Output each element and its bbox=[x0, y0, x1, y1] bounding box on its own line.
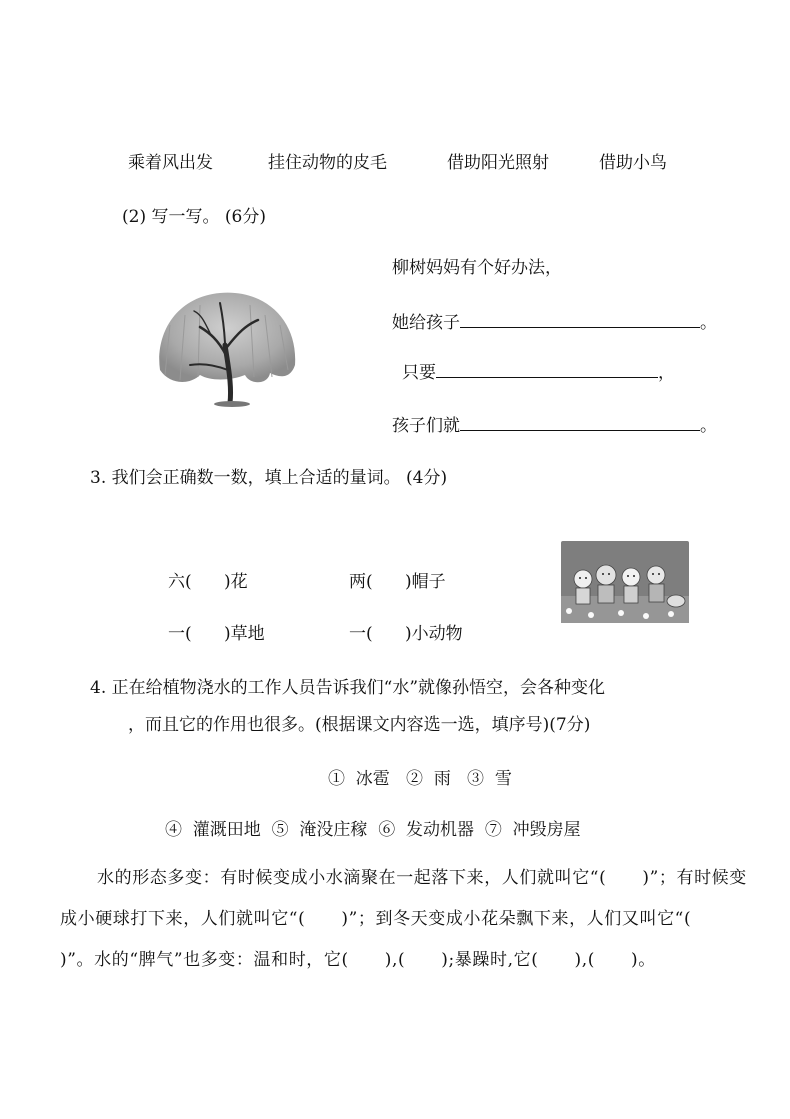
q2-line-3 bbox=[402, 358, 675, 383]
cartoon-animals-image bbox=[561, 541, 689, 623]
willow-tree-image bbox=[150, 285, 300, 410]
q3-item-2: 两( )帽子 bbox=[349, 572, 446, 592]
q4-paragraph bbox=[60, 858, 750, 981]
q4-title-line-2: ，而且它的作用也很多。(根据课文内容选一选，填序号)(7分) bbox=[128, 715, 591, 735]
q4-paragraph-text: 水的形态多变：有时候变成小水滴聚在一起落下来，人们就叫它“( )”；有时候变成小硬球打下来，人们就叫它“( )”；到冬天变成小花朵飘下来，人们又叫它“( )”。水的“脾气”也多变：温和时，它( ),( );暴躁时,它( ),( )。 bbox=[60, 868, 747, 970]
q2-line-2 bbox=[392, 308, 717, 333]
answer-blank-4[interactable] bbox=[460, 412, 700, 431]
answer-blank-2[interactable] bbox=[460, 309, 700, 328]
q2-line-4-suffix: 。 bbox=[700, 416, 717, 436]
answer-blank-3[interactable] bbox=[436, 359, 658, 378]
q3-item-3: 一( )草地 bbox=[168, 624, 265, 644]
q2-line-4 bbox=[392, 411, 717, 436]
option-2: 挂住动物的皮毛 bbox=[268, 153, 387, 173]
q4-options-line-2: ④ 灌溉田地 ⑤ 淹没庄稼 ⑥ 发动机器 ⑦ 冲毁房屋 bbox=[165, 820, 581, 840]
q2-title: (2) 写一写。 (6分) bbox=[122, 207, 266, 227]
q2-line-1: 柳树妈妈有个好办法， bbox=[392, 258, 562, 278]
q2-line-3-suffix: ， bbox=[658, 363, 675, 383]
q2-line-2-suffix: 。 bbox=[700, 313, 717, 333]
option-1: 乘着风出发 bbox=[128, 153, 213, 173]
option-3: 借助阳光照射 bbox=[447, 153, 549, 173]
q2-line-2-prefix: 她给孩子 bbox=[392, 313, 460, 333]
q3-title: 3. 我们会正确数一数，填上合适的量词。 (4分) bbox=[90, 468, 448, 488]
q4-options-line-1: ① 冰雹 ② 雨 ③ 雪 bbox=[328, 769, 512, 789]
q4-title-line-1: 4. 正在给植物浇水的工作人员告诉我们“水”就像孙悟空，会各种变化 bbox=[90, 678, 606, 698]
q3-item-4: 一( )小动物 bbox=[349, 624, 463, 644]
q2-line-4-prefix: 孩子们就 bbox=[392, 416, 460, 436]
option-4: 借助小鸟 bbox=[599, 153, 667, 173]
q2-line-3-prefix: 只要 bbox=[402, 363, 436, 383]
q3-item-1: 六( )花 bbox=[168, 572, 248, 592]
